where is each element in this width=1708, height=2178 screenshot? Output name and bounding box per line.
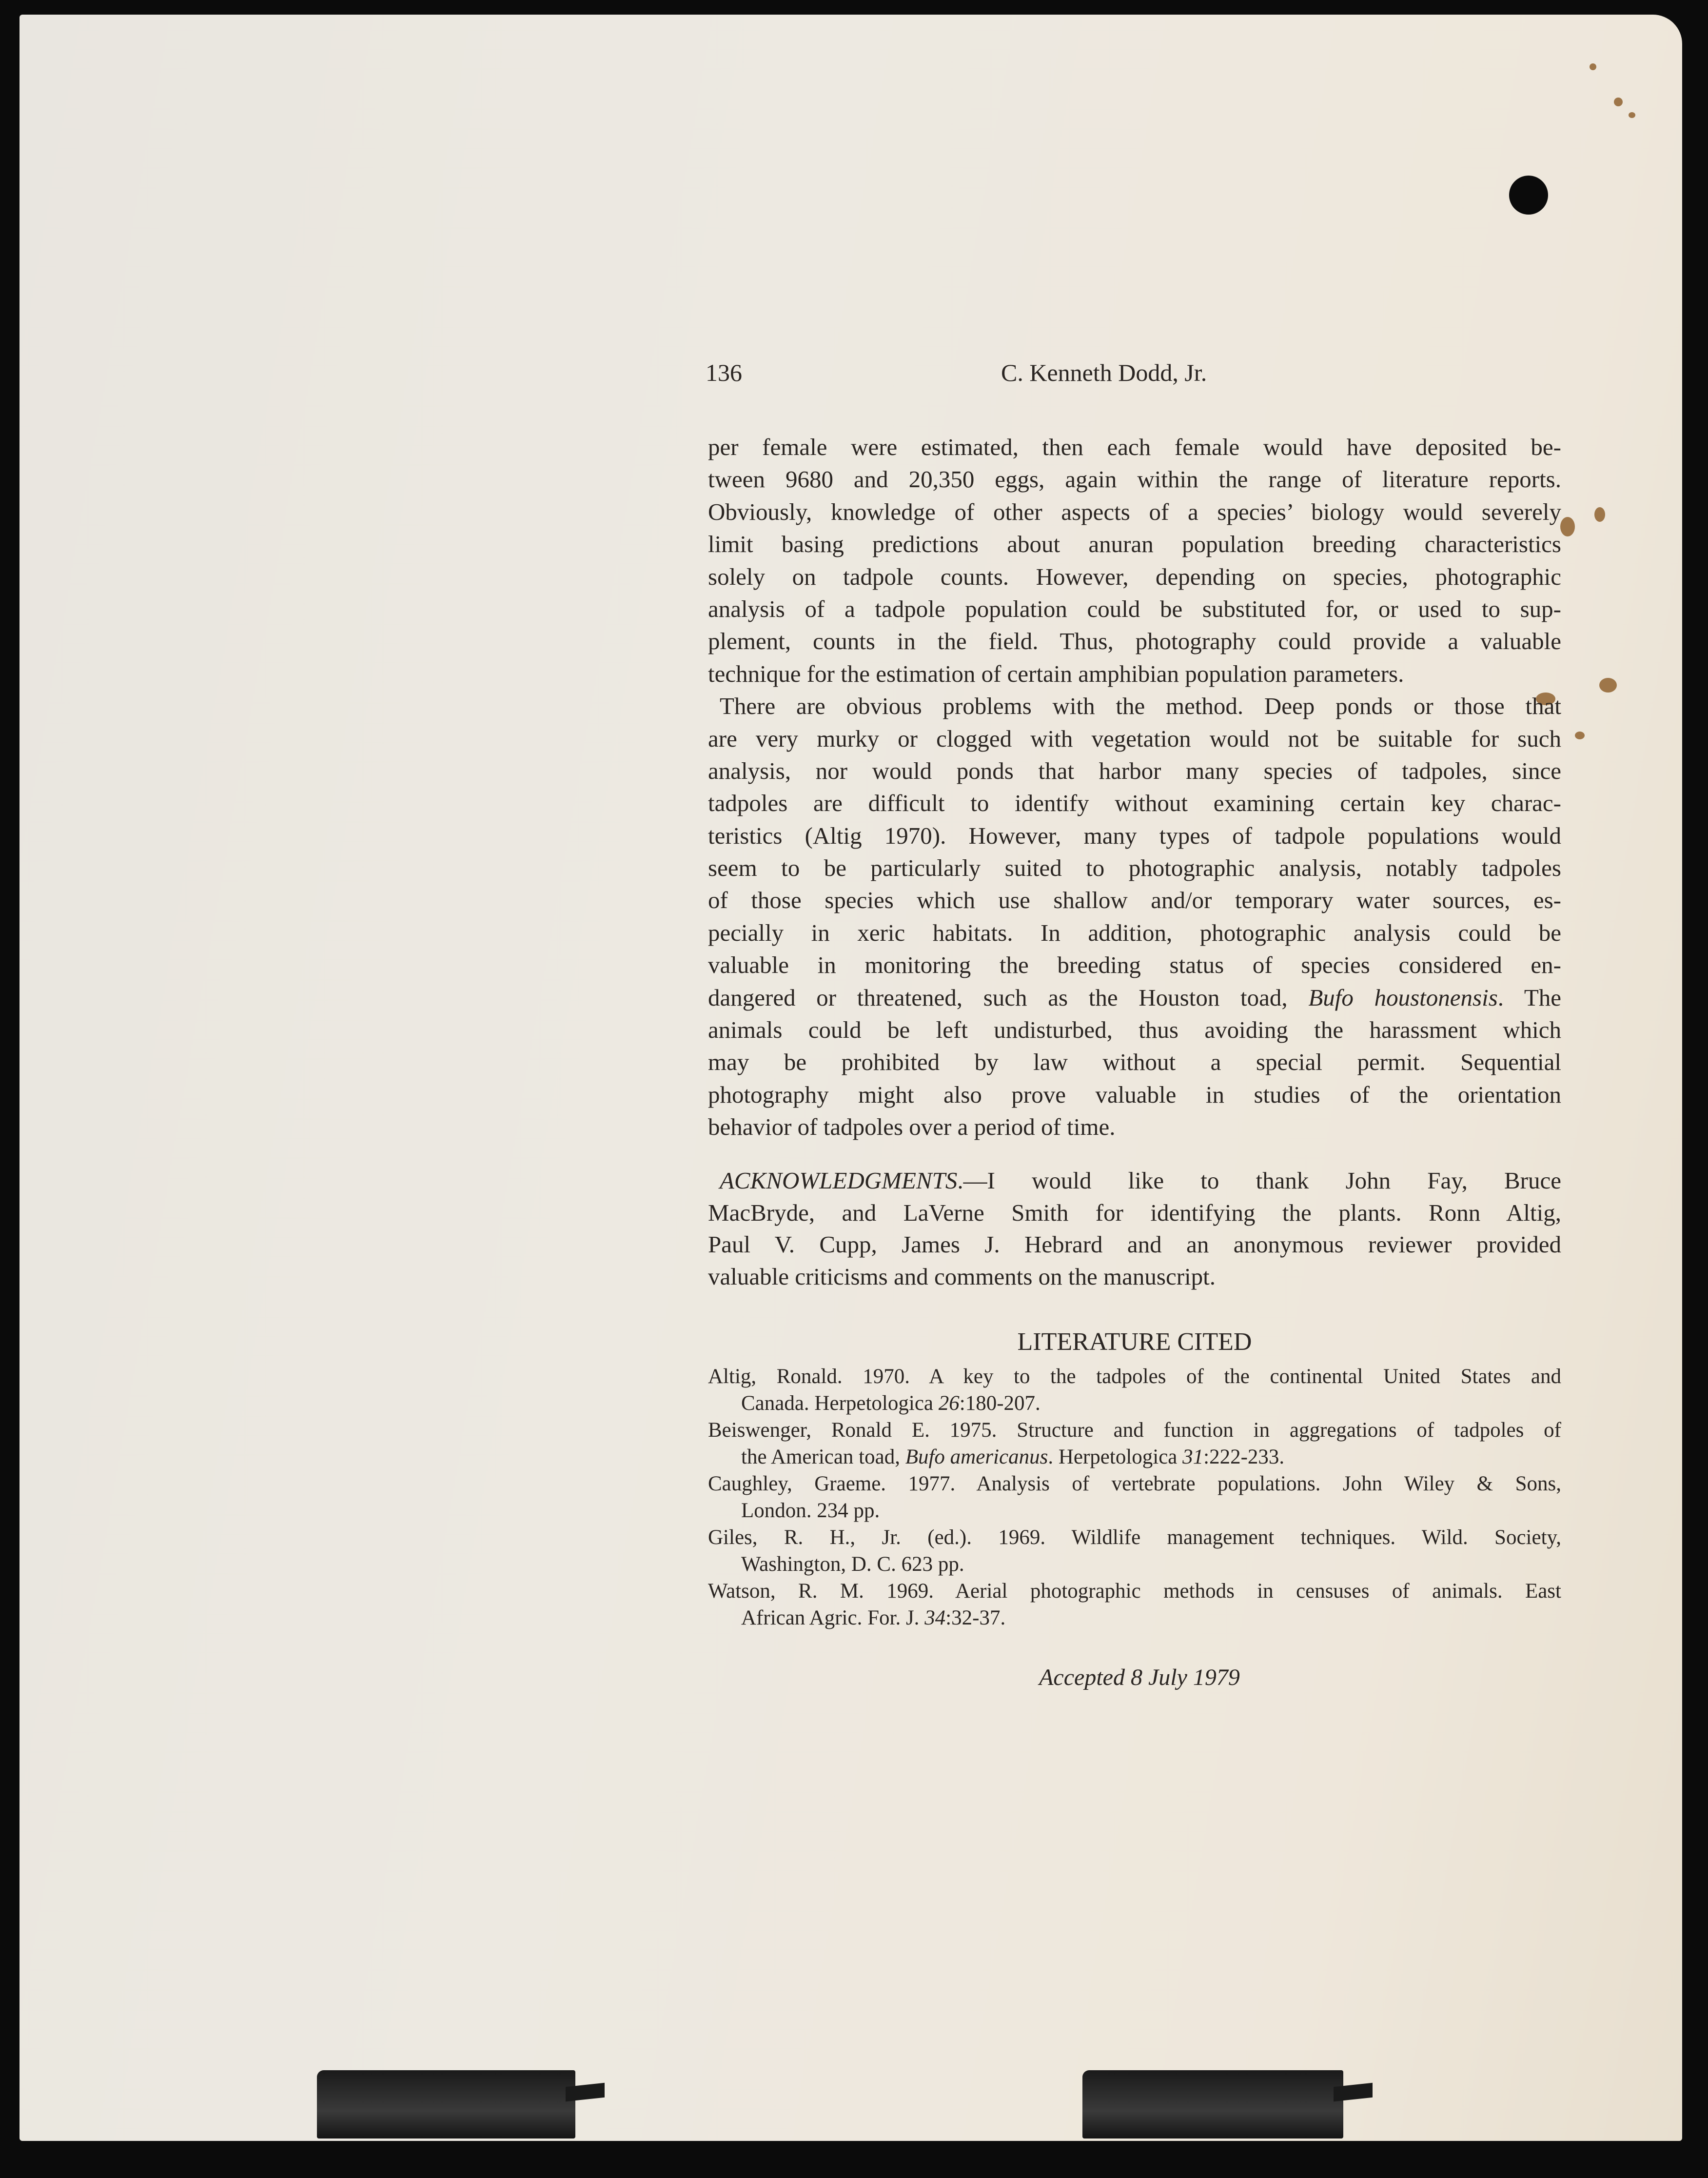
text-run: tadpoles are difficult to identify without examining certain key charac- — [708, 790, 1561, 817]
text-run: teristics (Altig 1970). However, many types of tadpole populations would — [708, 822, 1561, 849]
text-run: the American toad, — [741, 1445, 905, 1468]
text-run: per female were estimated, then each female would have deposited be- — [708, 434, 1561, 460]
text-run: behavior of tadpoles over a period of time. — [708, 1113, 1116, 1141]
text-run: analysis, nor would ponds that harbor many species of tadpoles, since — [708, 757, 1561, 784]
page-number: 136 — [706, 359, 742, 386]
text-run: plement, counts in the field. Thus, photography could provide a valuable — [708, 628, 1561, 655]
scanner-clip — [1082, 2070, 1343, 2138]
reference-entry — [708, 1524, 1561, 1578]
text-run: Obviously, knowledge of other aspects of a species’ biology would severely — [708, 498, 1561, 525]
reference-line — [708, 1470, 1561, 1497]
text-run: Giles, R. H., Jr. (ed.). 1969. Wildlife management techniques. Wild. Society, — [708, 1526, 1561, 1549]
body-text — [708, 431, 1561, 1144]
text-run: ACKNOWLEDGMENTS — [720, 1167, 958, 1194]
text-line — [708, 820, 1561, 852]
reference-line — [708, 1524, 1561, 1551]
reference-line — [708, 1417, 1561, 1444]
reference-entry — [708, 1363, 1561, 1417]
text-run: limit basing predictions about anuran population breeding characteristics — [708, 531, 1561, 558]
text-run: are very murky or clogged with vegetation would not be suitable for such — [708, 725, 1561, 752]
references-list — [708, 1363, 1561, 1631]
reference-entry — [708, 1417, 1561, 1470]
stain — [1560, 517, 1575, 536]
text-run: . The — [1497, 984, 1561, 1011]
stain — [1629, 112, 1635, 118]
text-run: analysis of a tadpole population could be substituted for, or used to sup- — [708, 595, 1561, 622]
punch-hole — [1509, 176, 1548, 215]
accepted-date: Accepted 8 July 1979 — [1039, 1664, 1240, 1690]
text-line — [708, 1111, 1561, 1143]
stain — [1594, 507, 1605, 522]
text-run: African Agric. For. J. — [741, 1606, 925, 1629]
text-line — [708, 593, 1561, 625]
stain — [1599, 678, 1617, 693]
text-line — [708, 1165, 1561, 1197]
text-run: valuable in monitoring the breeding status of species considered en- — [708, 951, 1561, 979]
acknowledgments — [708, 1165, 1561, 1292]
text-run: MacBryde, and LaVerne Smith for identifying the plants. Ronn Altig, — [708, 1199, 1561, 1226]
text-run: may be prohibited by law without a special permit. Sequential — [708, 1049, 1561, 1076]
text-line — [708, 528, 1561, 560]
text-run: Paul V. Cupp, James J. Hebrard and an anonymous reviewer provided — [708, 1231, 1561, 1258]
text-run: animals could be left undisturbed, thus avoiding the harassment which — [708, 1016, 1561, 1044]
text-run: tween 9680 and 20,350 eggs, again within the range of literature reports. — [708, 466, 1561, 493]
text-line — [708, 561, 1561, 593]
text-line — [708, 1228, 1561, 1261]
text-line — [708, 690, 1561, 722]
text-line — [708, 982, 1561, 1014]
text-line — [708, 496, 1561, 528]
text-line — [708, 463, 1561, 495]
text-run: technique for the estimation of certain amphibian population parameters. — [708, 660, 1404, 687]
text-run: of those species which use shallow and/or temporary water sources, es- — [708, 887, 1561, 914]
text-run: 26 — [938, 1392, 960, 1415]
reference-entry — [708, 1470, 1561, 1524]
text-line — [708, 625, 1561, 657]
text-run: Canada. Herpetologica — [741, 1392, 939, 1415]
text-run: Beiswenger, Ronald E. 1975. Structure and function in aggregations of tadpoles of — [708, 1419, 1561, 1442]
text-run: Altig, Ronald. 1970. A key to the tadpoles of the continental United States and — [708, 1365, 1561, 1388]
text-run: 31 — [1182, 1445, 1204, 1468]
running-head-author: C. Kenneth Dodd, Jr. — [1001, 359, 1207, 386]
text-run: There are obvious problems with the method. Deep ponds or those that — [720, 693, 1561, 720]
literature-cited-heading: LITERATURE CITED — [1017, 1328, 1252, 1356]
text-line — [708, 755, 1561, 787]
text-run: London. 234 pp. — [741, 1499, 880, 1522]
text-run: seem to be particularly suited to photographic analysis, notably tadpoles — [708, 854, 1561, 882]
text-run: . Herpetologica — [1048, 1445, 1183, 1468]
text-line — [708, 1014, 1561, 1046]
text-line — [708, 658, 1561, 690]
text-run: valuable criticisms and comments on the manuscript. — [708, 1263, 1216, 1290]
text-run: solely on tadpole counts. However, depending on species, photographic — [708, 563, 1561, 590]
text-line — [708, 917, 1561, 949]
text-line — [708, 431, 1561, 463]
text-line — [708, 1046, 1561, 1078]
text-run: Watson, R. M. 1969. Aerial photographic methods in censuses of animals. East — [708, 1580, 1561, 1603]
text-run: dangered or threatened, such as the Houston toad, — [708, 984, 1309, 1011]
reference-line — [708, 1363, 1561, 1390]
text-line — [708, 723, 1561, 755]
text-run: photography might also prove valuable in studies of the orientation — [708, 1081, 1561, 1108]
text-line — [708, 884, 1561, 916]
stain — [1590, 63, 1596, 70]
text-run: Bufo americanus — [905, 1445, 1048, 1468]
text-run: .—I would like to thank John Fay, Bruce — [957, 1167, 1561, 1194]
text-line — [708, 852, 1561, 884]
text-run: pecially in xeric habitats. In addition, photographic analysis could be — [708, 919, 1561, 946]
text-line — [708, 949, 1561, 981]
reference-line — [708, 1390, 1561, 1417]
text-line — [708, 1197, 1561, 1229]
scanner-clip — [317, 2070, 575, 2138]
stain — [1614, 98, 1623, 106]
text-run: Bufo houstonensis — [1308, 984, 1498, 1011]
text-run: Caughley, Graeme. 1977. Analysis of vertebrate populations. John Wiley & Sons, — [708, 1472, 1561, 1495]
text-line — [708, 1261, 1561, 1293]
reference-line — [708, 1444, 1561, 1470]
text-run: :222-233. — [1203, 1445, 1285, 1468]
reference-entry — [708, 1578, 1561, 1631]
reference-line — [708, 1578, 1561, 1604]
text-line — [708, 1079, 1561, 1111]
text-line — [708, 787, 1561, 819]
text-run: :32-37. — [945, 1606, 1006, 1629]
stain — [1575, 732, 1585, 739]
text-run: Washington, D. C. 623 pp. — [741, 1553, 964, 1576]
reference-line — [708, 1604, 1561, 1631]
text-run: 34 — [924, 1606, 946, 1629]
reference-line — [708, 1551, 1561, 1578]
reference-line — [708, 1497, 1561, 1524]
text-run: :180-207. — [959, 1392, 1041, 1415]
